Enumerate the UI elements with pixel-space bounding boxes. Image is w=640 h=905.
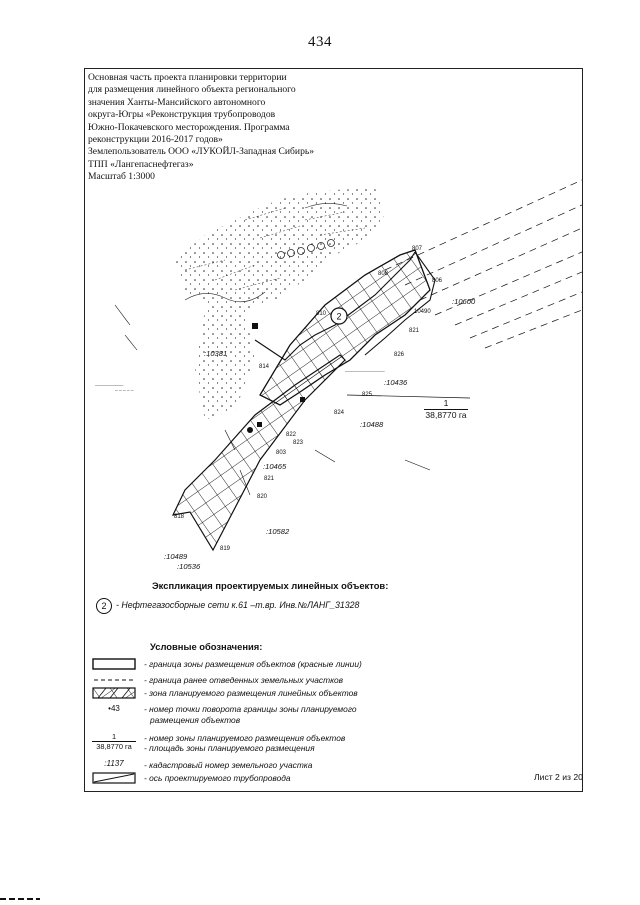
cadastral-label: :10489	[164, 552, 188, 561]
point-label: 826	[394, 352, 405, 358]
dashed-boundary-icon	[92, 674, 136, 686]
point-label: 819	[220, 546, 231, 552]
title-line: ТПП «Лангепаснефтегаз»	[88, 158, 194, 170]
point-label: 810	[316, 311, 327, 317]
point-label: 807	[412, 246, 423, 252]
point-label: 821	[409, 328, 420, 334]
hatched-zone-icon	[92, 687, 136, 699]
point-dot-icon: •	[108, 704, 111, 713]
point-number-sample: •43	[108, 704, 120, 713]
legend-text: - граница ранее отведенных земельных участков	[144, 675, 344, 685]
legend-text: - ось проектируемого трубопровода	[144, 773, 291, 783]
title-line: Южно-Покачевского месторождения. Программа	[88, 121, 290, 133]
point-label: 808	[378, 271, 389, 277]
svg-text:──────────────: ──────────────	[345, 369, 385, 374]
legend-text: - номер зоны планируемого размещения объектов	[144, 733, 346, 743]
cadastral-label: :10600	[452, 297, 476, 306]
title-line: Основная часть проекта планировки территории	[88, 72, 287, 83]
cadastral-label: :10465	[263, 462, 287, 471]
red-line-rectangle-icon	[92, 658, 136, 670]
legend-text: размещения объектов	[150, 715, 241, 725]
point-label: 806	[432, 278, 443, 284]
structure-marker	[247, 427, 253, 433]
structure-marker	[300, 397, 305, 402]
cadastral-label: :10381	[204, 349, 228, 358]
title-line: Масштаб 1:3000	[88, 171, 155, 183]
title-line: для размещения линейного объекта регионального	[88, 84, 296, 96]
explication-title: Экспликация проектируемых линейных объектов:	[152, 580, 389, 591]
svg-text:─ ─ ─ ─ ─: ─ ─ ─ ─ ─	[115, 388, 134, 393]
legend-text: - площадь зоны планируемого размещения	[144, 743, 315, 753]
point-label: 821	[264, 476, 275, 482]
legend-text: - кадастровый номер земельного участка	[144, 760, 313, 770]
zone-area-number: 1	[424, 398, 468, 410]
scan-edge-marks	[0, 896, 640, 902]
point-label: 820	[257, 494, 268, 500]
title-line: округа-Югры «Реконструкция трубопроводов	[88, 109, 276, 121]
legend-text: - граница зоны размещения объектов (красные линии)	[144, 659, 362, 669]
cadastral-label: :10536	[177, 562, 201, 571]
pipeline-axis-icon	[92, 772, 136, 784]
svg-text:──────────: ──────────	[95, 383, 124, 388]
sheet-label: Лист 2 из 20	[534, 772, 583, 782]
zone-area-value: 38,8770 га	[425, 410, 467, 420]
cadastral-label: :10436	[384, 378, 408, 387]
legend-text: - зона планируемого размещения линейных объектов	[144, 688, 358, 698]
point-label: 818	[174, 514, 185, 520]
cadastral-label: :10488	[360, 420, 384, 429]
planning-map	[85, 160, 582, 580]
structure-marker	[257, 422, 262, 427]
legend-item-red-lines	[92, 658, 392, 672]
explication-number: 2	[96, 598, 112, 614]
point-label: 824	[334, 410, 345, 416]
legend-item-cadastral	[92, 759, 392, 773]
point-label: 823	[293, 440, 304, 446]
cadastral-label: :10582	[266, 527, 290, 536]
legend-item-previous-plots	[92, 674, 392, 688]
point-label: 814	[259, 364, 270, 370]
legend-text: - номер точки поворота границы зоны планируемого	[144, 704, 357, 714]
structure-marker	[252, 323, 258, 329]
legend-item-turning-point	[92, 703, 392, 729]
legend-item-planned-zone	[92, 687, 392, 701]
point-label: 803	[276, 450, 287, 456]
point-label: 10490	[414, 309, 431, 315]
explication-text: - Нефтегазосборные сети к.61 –т.вр. Инв.№ЛАНГ_31328	[116, 600, 360, 610]
cadastral-number-sample: :1137	[104, 759, 124, 768]
point-label: 822	[286, 432, 297, 438]
title-line: Землепользователь ООО «ЛУКОЙЛ-Западная Сибирь»	[88, 146, 315, 158]
page-number: 434	[308, 34, 332, 50]
explication-item	[96, 598, 396, 616]
title-line: реконструкции 2016-2017 годов»	[88, 134, 223, 146]
legend-item-zone-number-area	[92, 732, 392, 756]
title-line: значения Ханты-Мансийского автономного	[88, 96, 266, 108]
legend-item-pipeline-axis	[92, 772, 392, 786]
zone-number-text: 2	[336, 311, 342, 322]
point-label: 825	[362, 392, 373, 398]
zone-number-area-sample: 1 38,8770 га	[92, 732, 136, 754]
legend-title: Условные обозначения:	[150, 641, 263, 652]
zone-area-label	[424, 398, 468, 421]
